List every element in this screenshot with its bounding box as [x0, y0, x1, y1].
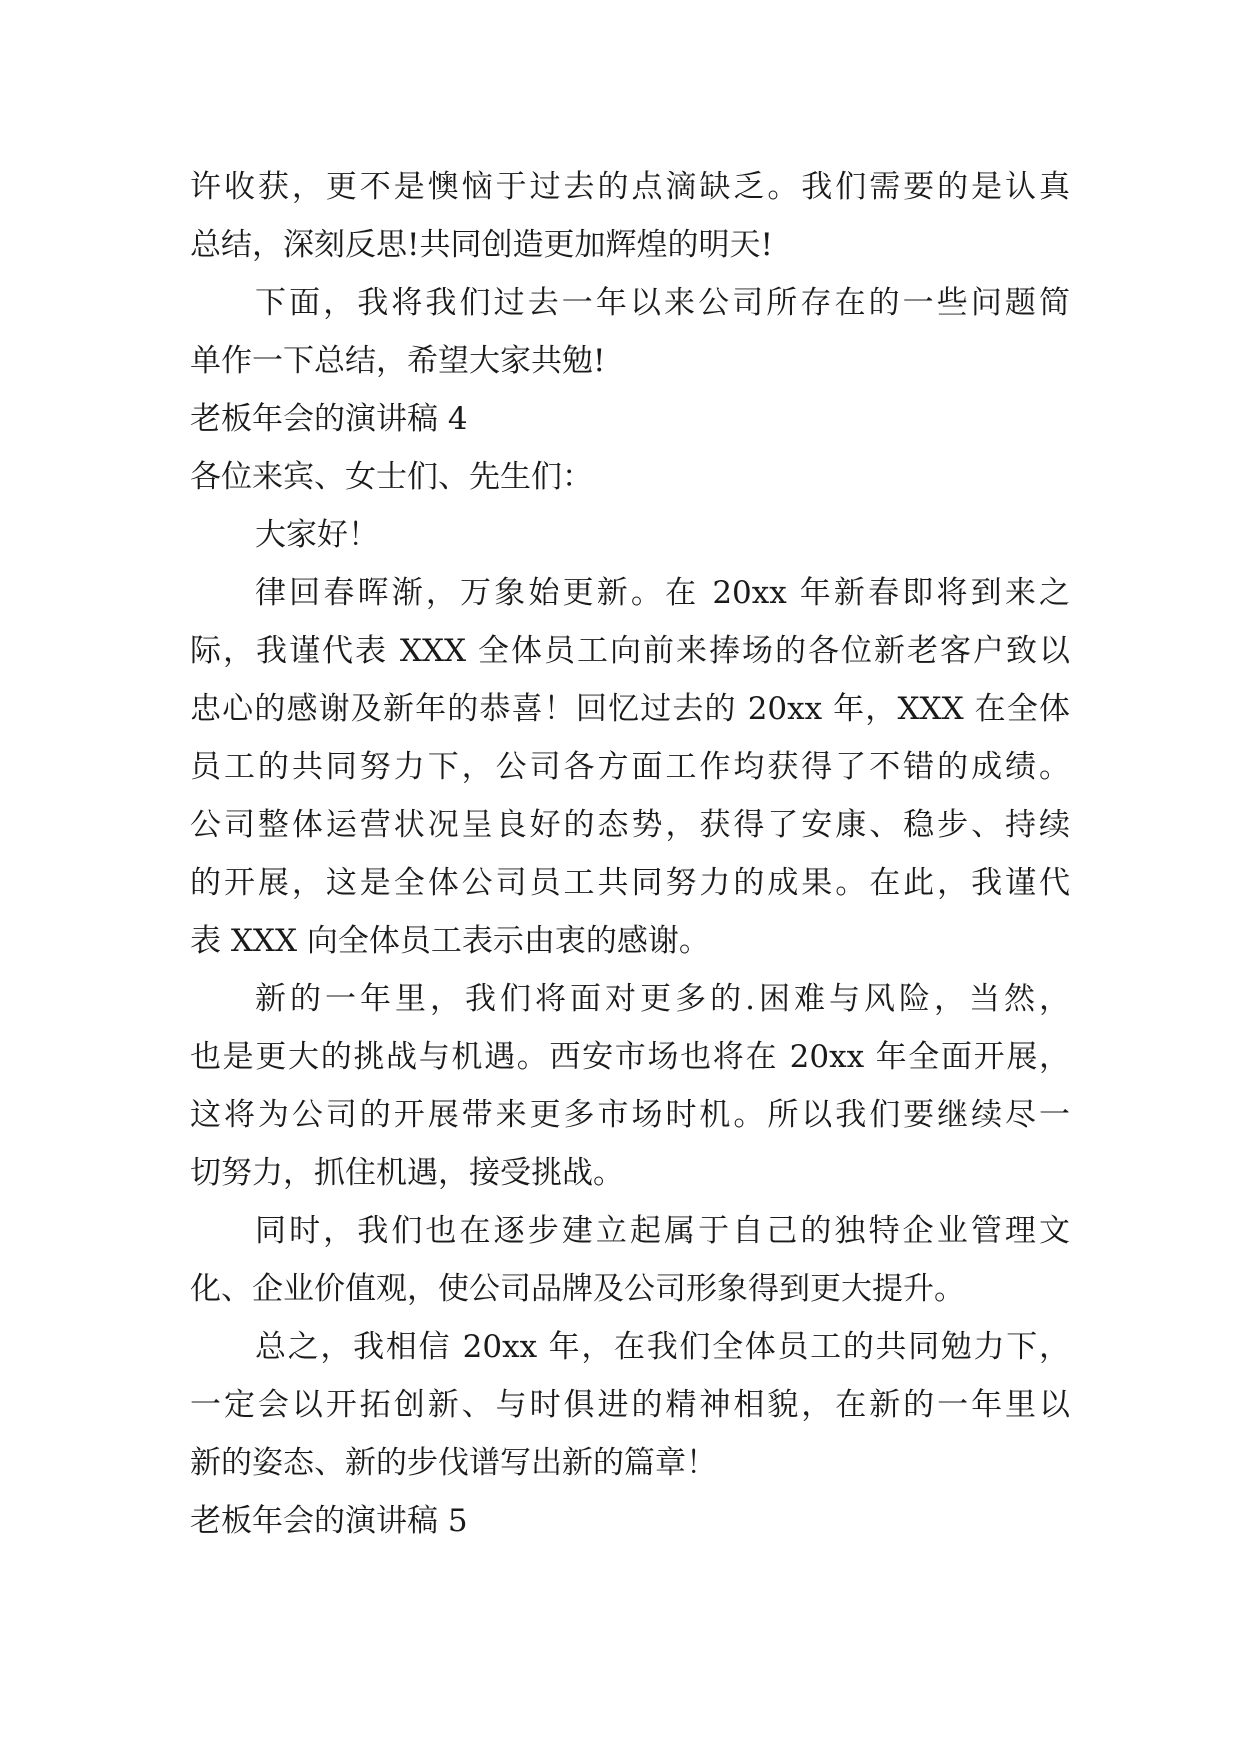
paragraph-line: 公司整体运营状况呈良好的态势，获得了安康、稳步、持续 — [190, 807, 1070, 843]
paragraph-line: 忠心的感谢及新年的恭喜！回忆过去的 20xx 年，XXX 在全体 — [190, 691, 1070, 727]
section-heading: 老板年会的演讲稿 5 — [190, 1503, 468, 1539]
paragraph-line: 表 XXX 向全体员工表示由衷的感谢。 — [190, 923, 710, 959]
paragraph-line: 同时，我们也在逐步建立起属于自己的独特企业管理文 — [255, 1213, 1070, 1249]
paragraph-line: 员工的共同努力下，公司各方面工作均获得了不错的成绩。 — [190, 749, 1070, 785]
paragraph-line: 的开展，这是全体公司员工共同努力的成果。在此，我谨代 — [190, 865, 1070, 901]
paragraph-line: 总之，我相信 20xx 年，在我们全体员工的共同勉力下， — [255, 1329, 1070, 1365]
paragraph-line: 总结，深刻反思!共同创造更加辉煌的明天! — [190, 227, 773, 263]
paragraph-line: 切努力，抓住机遇，接受挑战。 — [190, 1155, 624, 1191]
paragraph-line: 新的姿态、新的步伐谱写出新的篇章！ — [190, 1445, 717, 1481]
paragraph-line: 一定会以开拓创新、与时俱进的精神相貌，在新的一年里以 — [190, 1387, 1070, 1423]
paragraph-line: 许收获，更不是懊恼于过去的点滴缺乏。我们需要的是认真 — [190, 169, 1070, 205]
paragraph-line: 律回春晖渐，万象始更新。在 20xx 年新春即将到来之 — [255, 575, 1070, 611]
paragraph-line: 下面，我将我们过去一年以来公司所存在的一些问题简 — [255, 285, 1070, 321]
paragraph-line: 单作一下总结，希望大家共勉! — [190, 343, 606, 379]
document-body — [190, 158, 1070, 1550]
section-heading: 老板年会的演讲稿 4 — [190, 401, 468, 437]
paragraph-line: 新的一年里，我们将面对更多的.困难与风险，当然， — [255, 981, 1070, 1017]
paragraph-line: 化、企业价值观，使公司品牌及公司形象得到更大提升。 — [190, 1271, 965, 1307]
salutation-line: 各位来宾、女士们、先生们： — [190, 459, 593, 495]
paragraph-line: 际，我谨代表 XXX 全体员工向前来捧场的各位新老客户致以 — [190, 633, 1070, 669]
paragraph-line: 也是更大的挑战与机遇。西安市场也将在 20xx 年全面开展， — [190, 1039, 1070, 1075]
greeting-line: 大家好！ — [255, 517, 379, 553]
paragraph-line: 这将为公司的开展带来更多市场时机。所以我们要继续尽一 — [190, 1097, 1070, 1133]
